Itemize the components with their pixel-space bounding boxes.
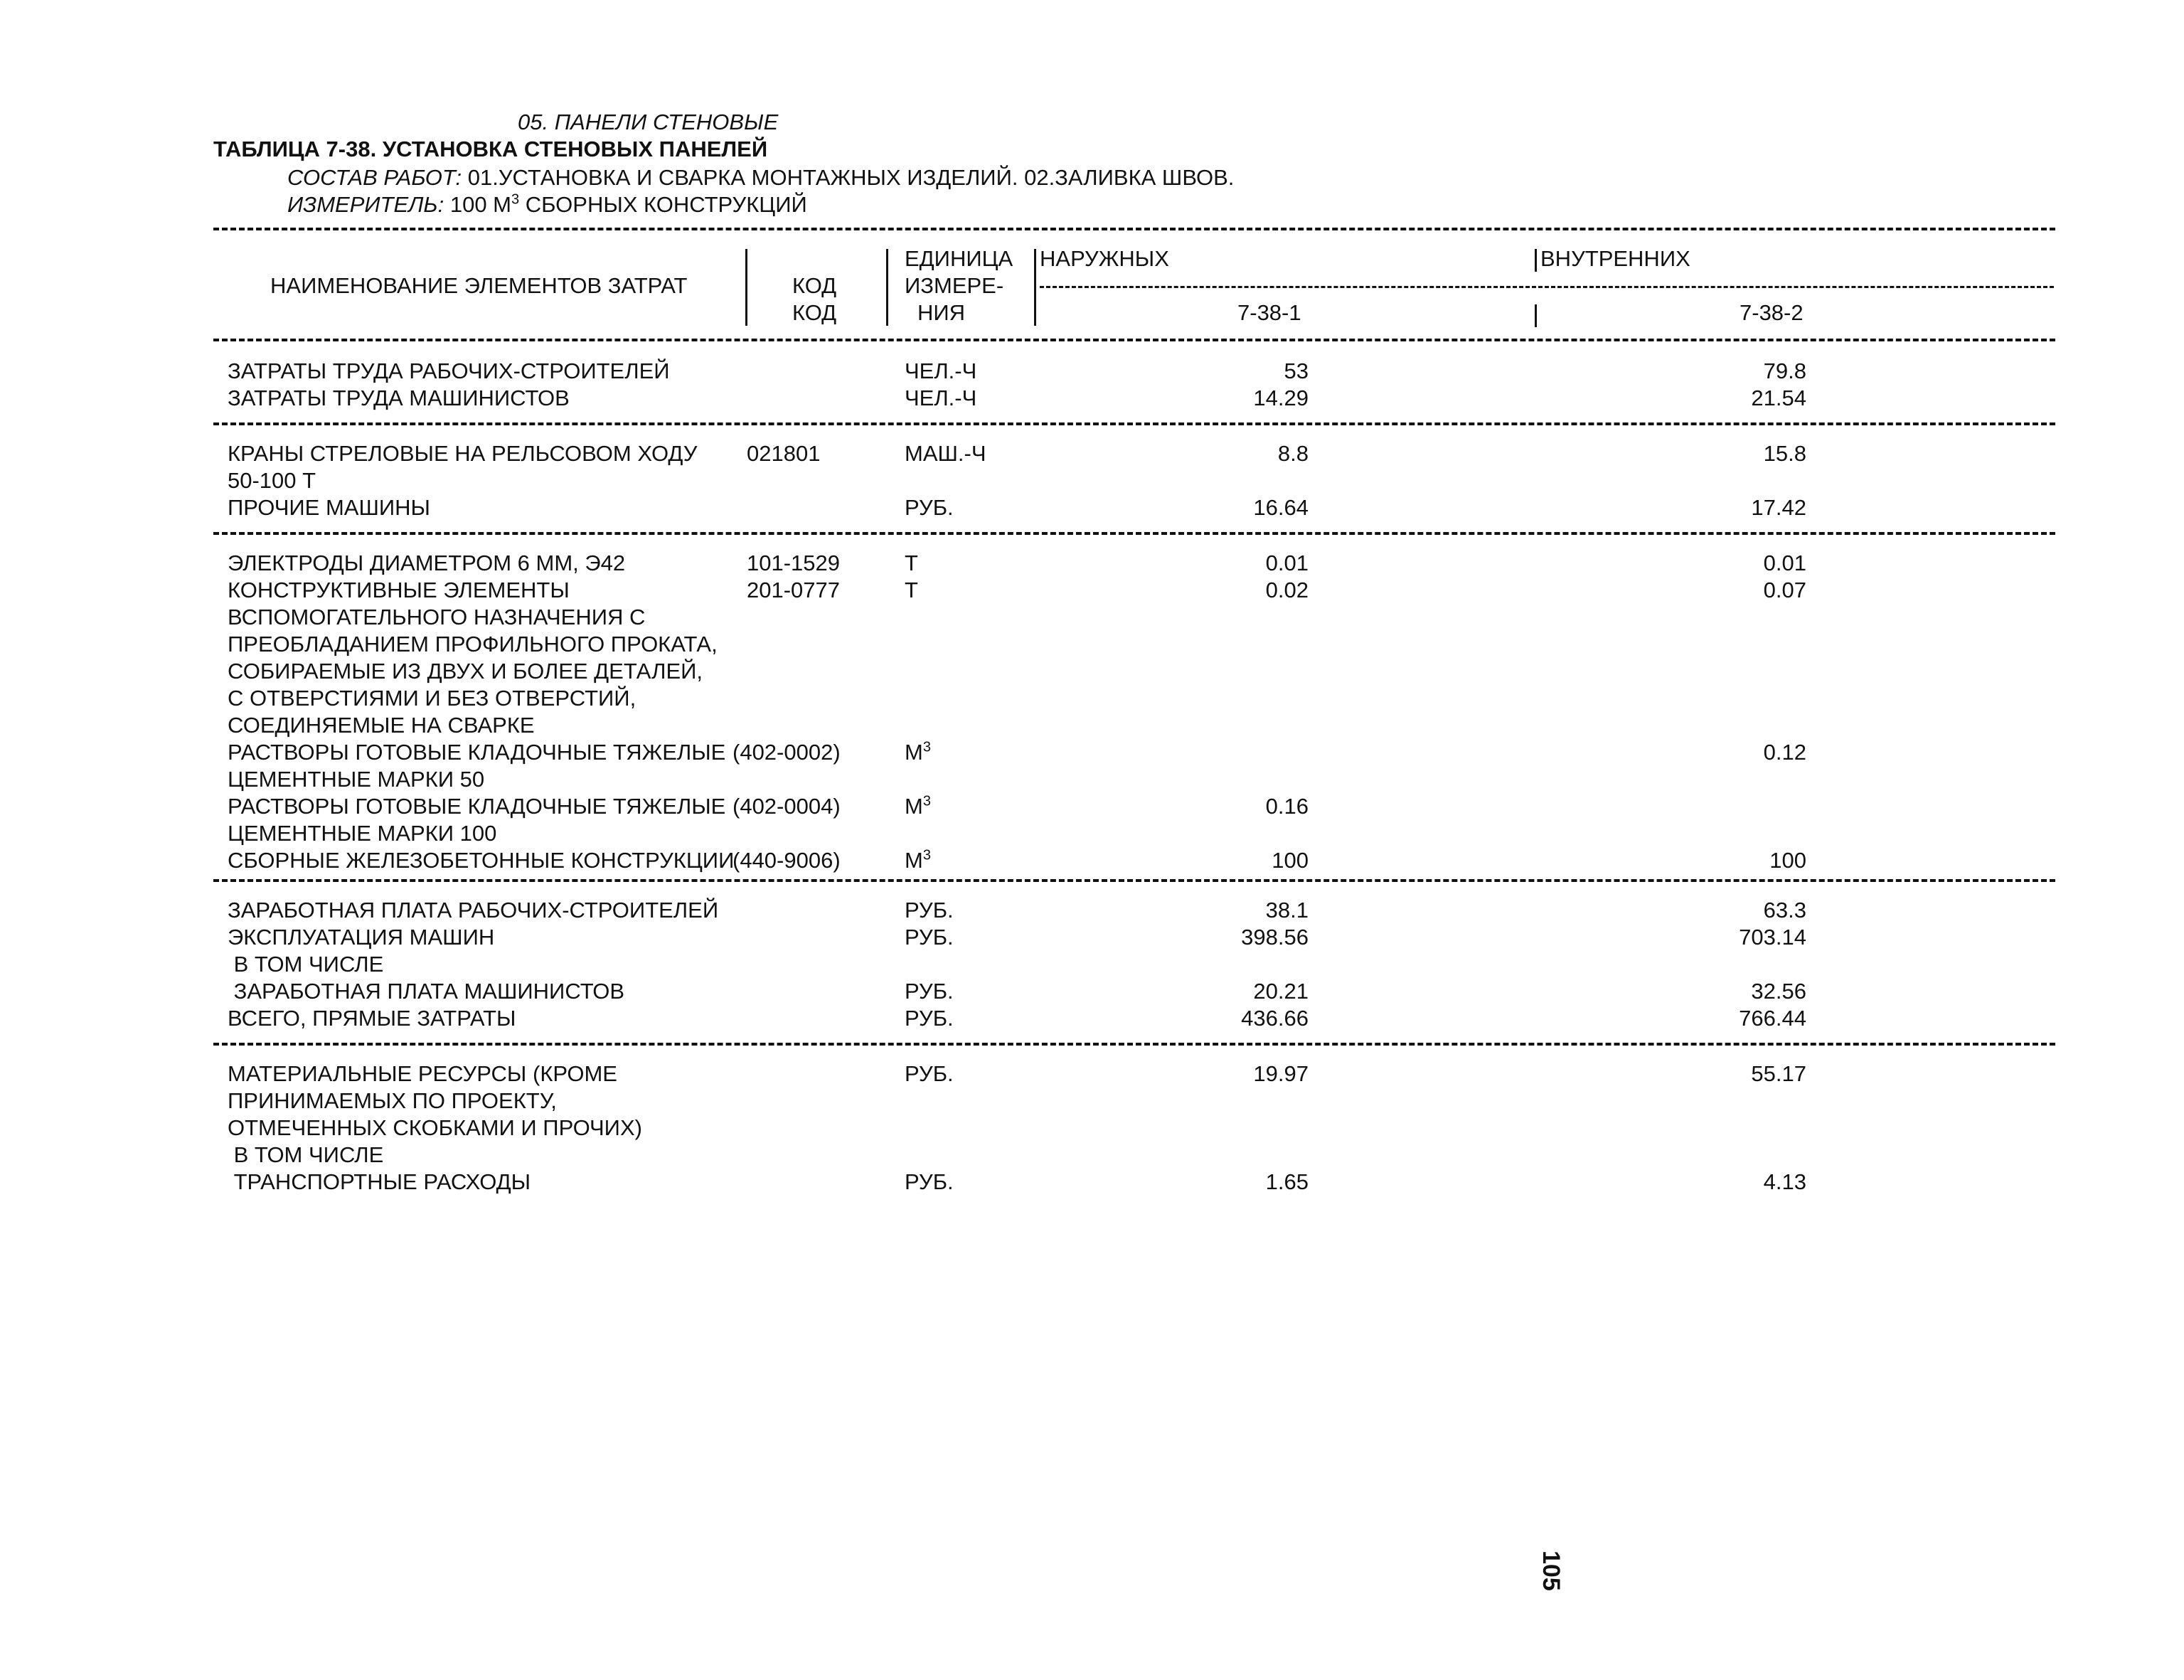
row-name: В ТОМ ЧИСЛЕ: [228, 1142, 384, 1167]
section-title: 05. ПАНЕЛИ СТЕНОВЫЕ: [518, 110, 779, 134]
row-name: ВСПОМОГАТЕЛЬНОГО НАЗНАЧЕНИЯ С: [228, 605, 646, 629]
row-name: В ТОМ ЧИСЛЕ: [228, 952, 384, 977]
row-name: ОТМЕЧЕННЫХ СКОБКАМИ И ПРОЧИХ): [228, 1115, 642, 1140]
row-value-7-38-2: 4.13: [1763, 1169, 1806, 1194]
row-value-7-38-1: 1.65: [1265, 1169, 1309, 1194]
row-value-7-38-2: 100: [1769, 848, 1806, 873]
header-separator: [1535, 249, 1537, 272]
header-separator: [886, 249, 888, 326]
row-name: ЦЕМЕНТНЫЕ МАРКИ 100: [228, 821, 497, 846]
row-value-7-38-2: 79.8: [1763, 358, 1806, 383]
work-composition: СОСТАВ РАБОТ: 01.УСТАНОВКА И СВАРКА МОНТАЖНЫХ ИЗДЕЛИЙ. 02.ЗАЛИВКА ШВОВ.: [287, 165, 1235, 190]
header-separator: [745, 249, 747, 326]
row-value-7-38-1: 8.8: [1277, 441, 1309, 466]
col-header-7-38-1: 7-38-1: [1237, 300, 1301, 325]
row-name: МАТЕРИАЛЬНЫЕ РЕСУРСЫ (КРОМЕ: [228, 1061, 617, 1086]
unit-superscript: 3: [922, 793, 931, 809]
row-unit: РУБ.: [905, 1006, 954, 1031]
row-unit: ЧЕЛ.-Ч: [905, 358, 977, 383]
row-name: ПРОЧИЕ МАШИНЫ: [228, 495, 430, 520]
row-value-7-38-2: 0.07: [1763, 578, 1806, 602]
row-value-7-38-2: 0.01: [1763, 551, 1806, 575]
row-name: 50-100 Т: [228, 468, 316, 493]
row-value-7-38-1: 0.01: [1265, 551, 1309, 575]
col-header-7-38-2: 7-38-2: [1740, 300, 1804, 325]
col-header-unit-3: НИЯ: [917, 300, 966, 325]
row-name: ЦЕМЕНТНЫЕ МАРКИ 50: [228, 767, 485, 792]
row-value-7-38-1: 38.1: [1265, 898, 1309, 923]
row-value-7-38-2: 766.44: [1739, 1006, 1806, 1031]
row-value-7-38-1: 436.66: [1241, 1006, 1309, 1031]
row-name: КОНСТРУКТИВНЫЕ ЭЛЕМЕНТЫ: [228, 578, 570, 602]
row-name: ЭЛЕКТРОДЫ ДИАМЕТРОМ 6 ММ, Э42: [228, 551, 626, 575]
row-value-7-38-2: 703.14: [1739, 925, 1806, 950]
row-code: 021801: [747, 441, 821, 466]
row-name: ЗАРАБОТНАЯ ПЛАТА МАШИНИСТОВ: [228, 979, 625, 1004]
row-unit: РУБ.: [905, 495, 954, 520]
row-value-7-38-1: 53: [1284, 358, 1309, 383]
row-name: ТРАНСПОРТНЫЕ РАСХОДЫ: [228, 1169, 531, 1194]
col-header-inner: ВНУТРЕННИХ: [1540, 246, 1690, 271]
divider: [213, 532, 2055, 535]
row-value-7-38-2: 21.54: [1751, 386, 1806, 410]
page-number: 105: [1538, 1551, 1565, 1591]
row-code: (402-0004): [733, 794, 841, 819]
row-value-7-38-1: 398.56: [1241, 925, 1309, 950]
col-header-code-2: КОД: [792, 300, 837, 325]
col-header-code: КОД: [792, 273, 837, 298]
row-value-7-38-1: 0.16: [1265, 794, 1309, 819]
row-value-7-38-2: 32.56: [1751, 979, 1806, 1004]
row-value-7-38-2: 0.12: [1763, 740, 1806, 765]
header-subdivider: [1040, 286, 2054, 288]
col-header-outer: НАРУЖНЫХ: [1040, 246, 1169, 271]
row-unit: РУБ.: [905, 1061, 954, 1086]
divider: [213, 879, 2055, 882]
unit-superscript: 3: [922, 739, 931, 755]
row-name: ПРИНИМАЕМЫХ ПО ПРОЕКТУ,: [228, 1088, 557, 1113]
row-unit: РУБ.: [905, 898, 954, 923]
row-code: 101-1529: [747, 551, 841, 575]
table-title: ТАБЛИЦА 7-38. УСТАНОВКА СТЕНОВЫХ ПАНЕЛЕЙ: [213, 137, 768, 161]
divider: [213, 1043, 2055, 1046]
row-value-7-38-1: 19.97: [1253, 1061, 1309, 1086]
row-name: ВСЕГО, ПРЯМЫЕ ЗАТРАТЫ: [228, 1006, 516, 1031]
row-value-7-38-1: 14.29: [1253, 386, 1309, 410]
row-name: КРАНЫ СТРЕЛОВЫЕ НА РЕЛЬСОВОМ ХОДУ: [228, 441, 698, 466]
row-unit: МАШ.-Ч: [905, 441, 986, 466]
row-value-7-38-2: 15.8: [1763, 441, 1806, 466]
row-name: СОБИРАЕМЫЕ ИЗ ДВУХ И БОЛЕЕ ДЕТАЛЕЙ,: [228, 659, 703, 684]
divider: [213, 339, 2055, 341]
measure-unit: ИЗМЕРИТЕЛЬ: 100 $М^3$ СБОРНЫХ КОНСТРУКЦИЙ: [287, 191, 807, 217]
row-name: РАСТВОРЫ ГОТОВЫЕ КЛАДОЧНЫЕ ТЯЖЕЛЫЕ: [228, 794, 726, 819]
row-name: ЗАТРАТЫ ТРУДА МАШИНИСТОВ: [228, 386, 570, 410]
row-unit: $М^3$: [905, 739, 931, 765]
divider: [213, 228, 2055, 230]
header-separator: [1034, 249, 1036, 326]
divider: [213, 422, 2055, 425]
header-separator: [1535, 304, 1537, 327]
row-unit: РУБ.: [905, 925, 954, 950]
row-code: 201-0777: [747, 578, 841, 602]
row-unit: $М^3$: [905, 847, 931, 873]
row-value-7-38-1: 0.02: [1265, 578, 1309, 602]
row-name: РАСТВОРЫ ГОТОВЫЕ КЛАДОЧНЫЕ ТЯЖЕЛЫЕ: [228, 740, 726, 765]
row-unit: Т: [905, 578, 918, 602]
row-value-7-38-1: 16.64: [1253, 495, 1309, 520]
col-header-unit: ЕДИНИЦА: [905, 246, 1013, 271]
row-value-7-38-1: 100: [1272, 848, 1309, 873]
row-name: СБОРНЫЕ ЖЕЛЕЗОБЕТОННЫЕ КОНСТРУКЦИИ: [228, 848, 735, 873]
row-unit: РУБ.: [905, 1169, 954, 1194]
row-value-7-38-2: 55.17: [1751, 1061, 1806, 1086]
row-unit: Т: [905, 551, 918, 575]
row-name: С ОТВЕРСТИЯМИ И БЕЗ ОТВЕРСТИЙ,: [228, 686, 636, 711]
row-name: ПРЕОБЛАДАНИЕМ ПРОФИЛЬНОГО ПРОКАТА,: [228, 632, 718, 656]
row-value-7-38-2: 17.42: [1751, 495, 1806, 520]
col-header-unit-2: ИЗМЕРЕ-: [905, 273, 1004, 298]
row-value-7-38-1: 20.21: [1253, 979, 1309, 1004]
row-name: СОЕДИНЯЕМЫЕ НА СВАРКЕ: [228, 713, 535, 738]
row-unit: ЧЕЛ.-Ч: [905, 386, 977, 410]
row-code: (440-9006): [733, 848, 841, 873]
row-code: (402-0002): [733, 740, 841, 765]
row-name: ЗАРАБОТНАЯ ПЛАТА РАБОЧИХ-СТРОИТЕЛЕЙ: [228, 898, 719, 923]
unit-superscript: 3: [922, 847, 931, 863]
row-unit: $М^3$: [905, 793, 931, 819]
row-value-7-38-2: 63.3: [1763, 898, 1806, 923]
row-unit: РУБ.: [905, 979, 954, 1004]
col-header-name: НАИМЕНОВАНИЕ ЭЛЕМЕНТОВ ЗАТРАТ: [270, 273, 688, 298]
row-name: ЗАТРАТЫ ТРУДА РАБОЧИХ-СТРОИТЕЛЕЙ: [228, 358, 670, 383]
row-name: ЭКСПЛУАТАЦИЯ МАШИН: [228, 925, 495, 950]
